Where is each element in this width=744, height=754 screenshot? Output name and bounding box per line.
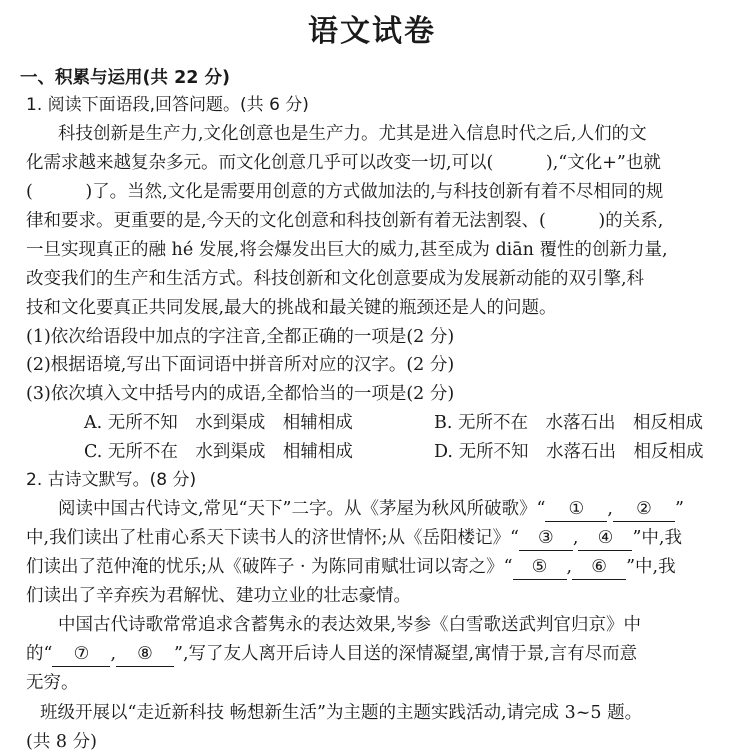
- blank-number: ⑦: [73, 644, 90, 664]
- option-letter: A.: [84, 413, 103, 433]
- option-text: 无所不知 水到渠成 相辅相成: [107, 413, 353, 433]
- recitation-line-7: 无穷。: [26, 673, 79, 693]
- passage-line-7: 技和文化要真正共同发展,最大的挑战和最关键的瓶颈还是人的问题。: [26, 298, 557, 318]
- question-1-heading: 1. 阅读下面语段,回答问题。(共 6 分): [26, 95, 309, 115]
- option-letter: D.: [434, 442, 453, 462]
- blank-number: ④: [597, 528, 614, 548]
- blank-2[interactable]: [613, 497, 675, 522]
- text-segment: ”,写了友人离开后诗人目送的深情凝望,寓情于景,言有尽而意: [174, 644, 638, 664]
- blank-3[interactable]: [519, 526, 573, 551]
- blank-number: ①: [568, 499, 585, 519]
- blank-1[interactable]: [545, 497, 607, 522]
- passage-line-4: 律和要求。更重要的是,今天的文化创意和科技创新有着无法割裂、( )的关系,: [26, 211, 664, 231]
- recitation-line-6: [26, 642, 637, 667]
- subquestion-1: (1)依次给语段中加点的字注音,全都正确的一项是(2 分): [26, 327, 455, 347]
- option-text: 无所不在 水落石出 相反相成: [458, 413, 704, 433]
- comma: ,: [566, 557, 573, 577]
- recitation-line-1: [58, 497, 684, 522]
- option-letter: C.: [84, 442, 103, 462]
- recitation-line-4: 们读出了辛弃疾为君解忧、建功立业的壮志豪情。: [26, 586, 411, 606]
- text-segment: 中,我们读出了杜甫心系天下读书人的济世情怀;从《岳阳楼记》“: [26, 528, 519, 548]
- blank-7[interactable]: [52, 642, 110, 667]
- recitation-line-2: [26, 526, 682, 551]
- page-title: 语文试卷: [308, 14, 436, 49]
- blank-4[interactable]: [578, 526, 632, 551]
- subquestion-3: (3)依次填入文中括号内的成语,全都恰当的一项是(2 分): [26, 384, 455, 404]
- comma: ,: [110, 644, 117, 664]
- text-segment: 们读出了范仲淹的忧乐;从《破阵子 · 为陈同甫赋壮词以寄之》“: [26, 557, 513, 577]
- text-segment: ”中,我: [626, 557, 676, 577]
- recitation-line-5: 中国古代诗歌常常追求含蓄隽永的表达效果,岑参《白雪歌送武判官归京》中: [58, 615, 642, 635]
- section-heading: 一、积累与运用(共 22 分): [20, 68, 231, 88]
- activity-intro: 班级开展以“走近新科技 畅想新生活”为主题的主题实践活动,请完成 3~5 题。: [40, 703, 643, 723]
- blank-number: ③: [538, 528, 554, 548]
- blank-number: ⑥: [591, 557, 607, 577]
- passage-line-6: 改变我们的生产和生活方式。科技创新和文化创意要成为发展新动能的双引擎,科: [26, 269, 645, 289]
- text-segment: 阅读中国古代诗文,常见“天下”二字。从《茅屋为秋风所破歌》“: [58, 499, 546, 519]
- subquestion-2: (2)根据语境,写出下面词语中拼音所对应的汉字。(2 分): [26, 355, 455, 375]
- option-b: [434, 411, 703, 435]
- option-letter: B.: [434, 413, 453, 433]
- option-d: [434, 440, 704, 464]
- blank-number: ⑤: [531, 557, 548, 577]
- comma: ,: [572, 528, 579, 548]
- passage-line-2: 化需求越来越复杂多元。而文化创意几乎可以改变一切,可以( ),“文化+”也就: [26, 153, 661, 173]
- question-2-heading: 2. 古诗文默写。(8 分): [26, 470, 197, 490]
- option-c: [84, 440, 353, 464]
- passage-line-3: ( )了。当然,文化是需要用创意的方式做加法的,与科技创新有着不尽相同的规: [26, 182, 664, 202]
- passage-line-1: 科技创新是生产力,文化创意也是生产力。尤其是进入信息时代之后,人们的文: [58, 124, 647, 144]
- option-text: 无所不知 水落石出 相反相成: [458, 442, 704, 462]
- blank-8[interactable]: [116, 642, 174, 667]
- comma: ,: [607, 499, 613, 519]
- close-quote: ”: [674, 499, 684, 519]
- blank-number: ②: [636, 499, 652, 519]
- option-a: [84, 411, 353, 435]
- text-segment: 的“: [26, 644, 53, 664]
- partial-score-line: (共 8 分): [26, 732, 97, 752]
- blank-6[interactable]: [572, 555, 626, 580]
- text-segment: ”中,我: [632, 528, 682, 548]
- passage-line-5: 一旦实现真正的融 hé 发展,将会爆发出巨大的威力,甚至成为 diān 覆性的创新力量,: [26, 240, 668, 260]
- blank-5[interactable]: [513, 555, 567, 580]
- recitation-line-3: [26, 555, 676, 580]
- blank-number: ⑧: [137, 644, 153, 664]
- option-text: 无所不在 水到渠成 相辅相成: [107, 442, 353, 462]
